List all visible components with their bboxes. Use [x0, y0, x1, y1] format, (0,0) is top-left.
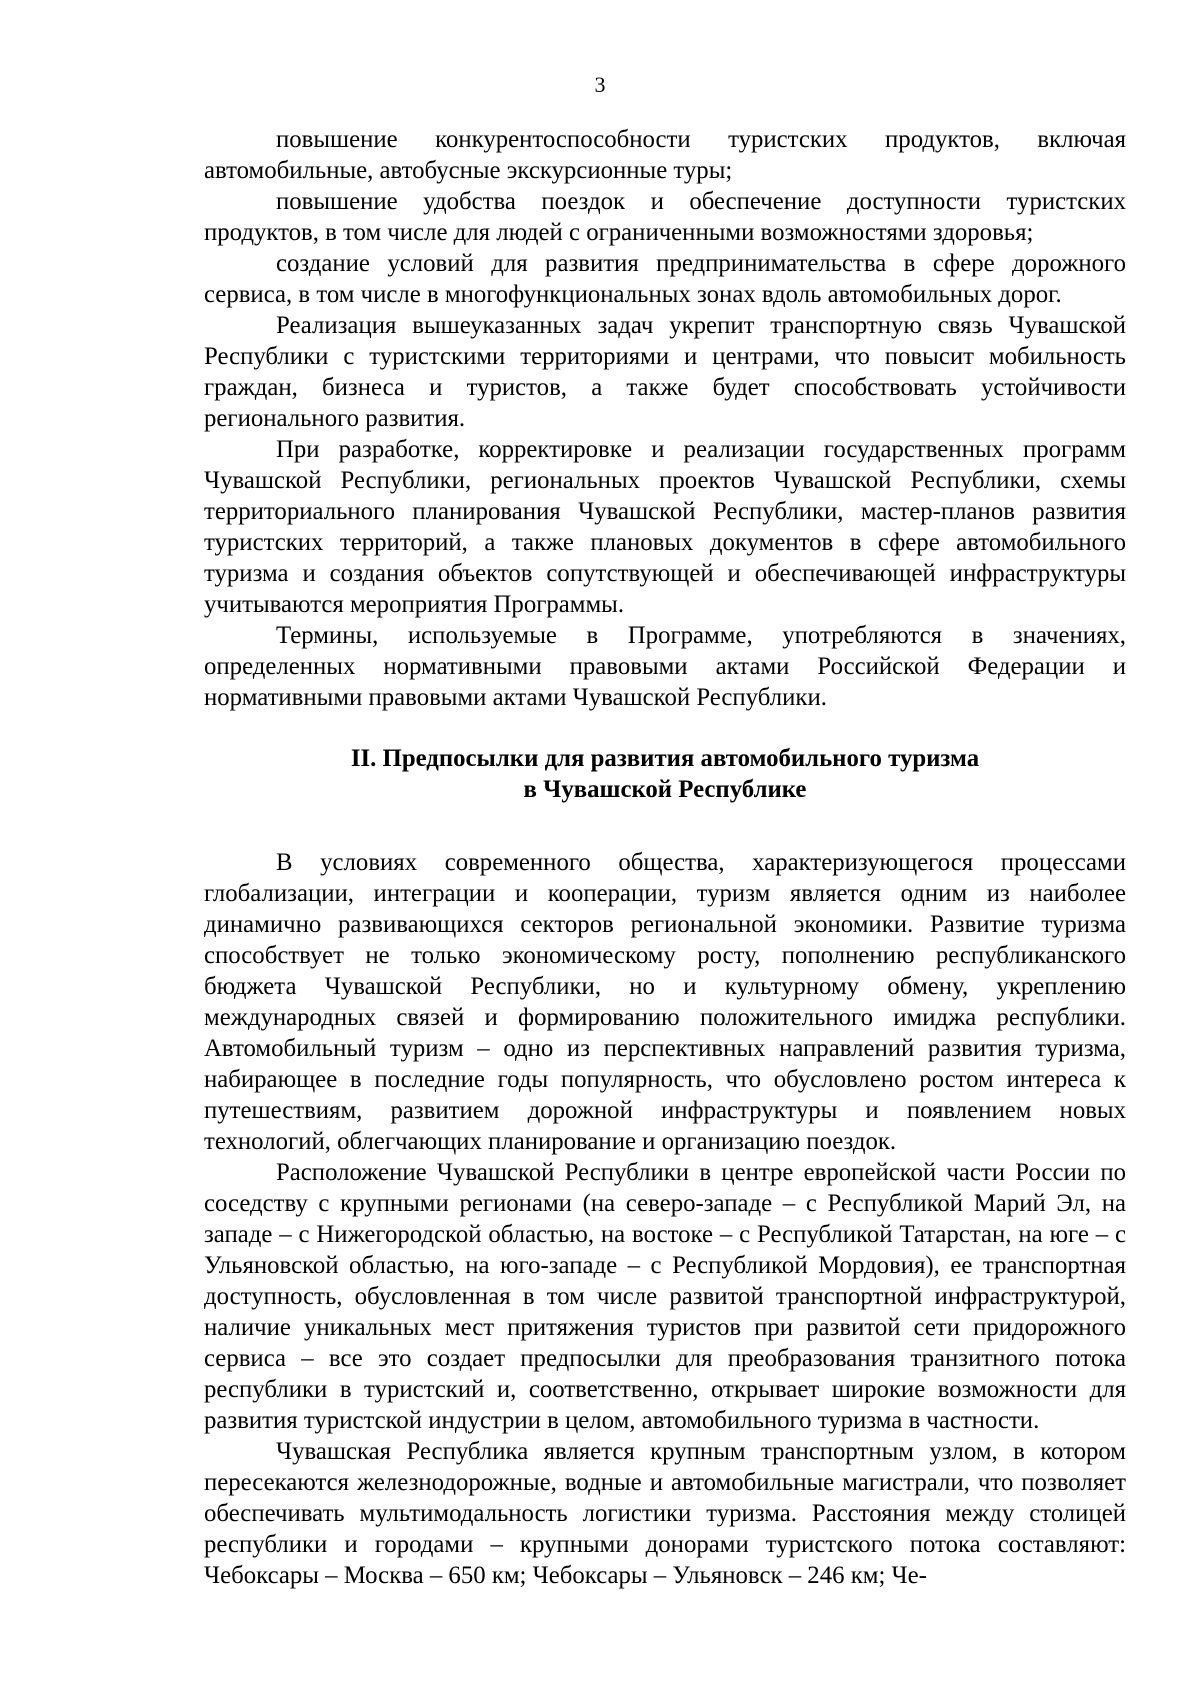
section-heading	[204, 743, 1126, 805]
page-number: 3	[594, 72, 606, 97]
page-content	[204, 124, 1126, 1591]
paragraph-implementation: Реализация вышеуказанных задач укрепит транспортную связь Чувашской Республики с туристскими территориями и центрами, что повысит мобильность граждан, бизнеса и туристов, а также будет способствовать устойчивости регионального развития.	[204, 312, 1126, 432]
paragraph-terms: Термины, используемые в Программе, употребляются в значениях, определенных нормативными правовыми актами Российской Федерации и нормативными правовыми актами Чувашской Республики.	[204, 622, 1126, 711]
paragraph-transport-hub: Чувашская Республика является крупным транспортным узлом, в котором пересекаются железнодорожные, водные и автомобильные магистрали, что позволяет обеспечивать мультимодальность логистики туризма. Расстояния между столицей республики и городами – крупными донорами туристского потока составляют: Чебоксары – Москва – 650 км; Чебоксары – Ульяновск – 246 км; Че-	[204, 1438, 1126, 1589]
paragraph-location: Расположение Чувашской Республики в центре европейской части России по соседству с крупными регионами (на северо-западе – с Республикой Марий Эл, на западе – с Нижегородской областью, на востоке – с Республикой Татарстан, на юге – с Ульяновской областью, на юго-западе – с Республикой Мордовия), ее транспортная доступность, обусловленная в том числе развитой транспортной инфраструктурой, наличие уникальных мест притяжения туристов при развитой сети придорожного сервиса – все это создает предпосылки для преобразования транзитного потока республики в туристский и, соответственно, открывает широкие возможности для развития туристской индустрии в целом, автомобильного туризма в частности.	[204, 1159, 1126, 1434]
paragraph-modern-society: В условиях современного общества, характеризующегося процессами глобализации, интеграции и кооперации, туризм является одним из наиболее динамично развивающихся секторов региональной экономики. Развитие туризма способствует не только экономическому росту, пополнению республиканского бюджета Чувашской Республики, но и культурному обмену, укреплению международных связей и формированию положительного имиджа республики. Автомобильный туризм – одно из перспективных направлений развития туризма, набирающее в последние годы популярность, что обусловлено ростом интереса к путешествиям, развитием дорожной инфраструктуры и появлением новых технологий, облегчающих планирование и организацию поездок.	[204, 849, 1126, 1155]
section-heading-line-1: II. Предпосылки для развития автомобильного туризма	[350, 745, 980, 772]
paragraph-convenience: повышение удобства поездок и обеспечение доступности туристских продуктов, в том числе для людей с ограниченными возможностями здоровья;	[204, 188, 1126, 246]
section-heading-line-2: в Чувашской Республике	[523, 776, 807, 803]
paragraph-entrepreneurship: создание условий для развития предпринимательства в сфере дорожного сервиса, в том числе в многофункциональных зонах вдоль автомобильных дорог.	[204, 250, 1126, 308]
paragraph-development-programs: При разработке, корректировке и реализации государственных программ Чувашской Республики, региональных проектов Чувашской Республики, схемы территориального планирования Чувашской Республики, мастер-планов развития туристских территорий, а также плановых документов в сфере автомобильного туризма и создания объектов сопутствующей и обеспечивающей инфраструктуры учитываются мероприятия Программы.	[204, 436, 1126, 618]
paragraph-competitiveness: повышение конкурентоспособности туристских продуктов, включая автомобильные, автобусные экскурсионные туры;	[204, 126, 1126, 184]
